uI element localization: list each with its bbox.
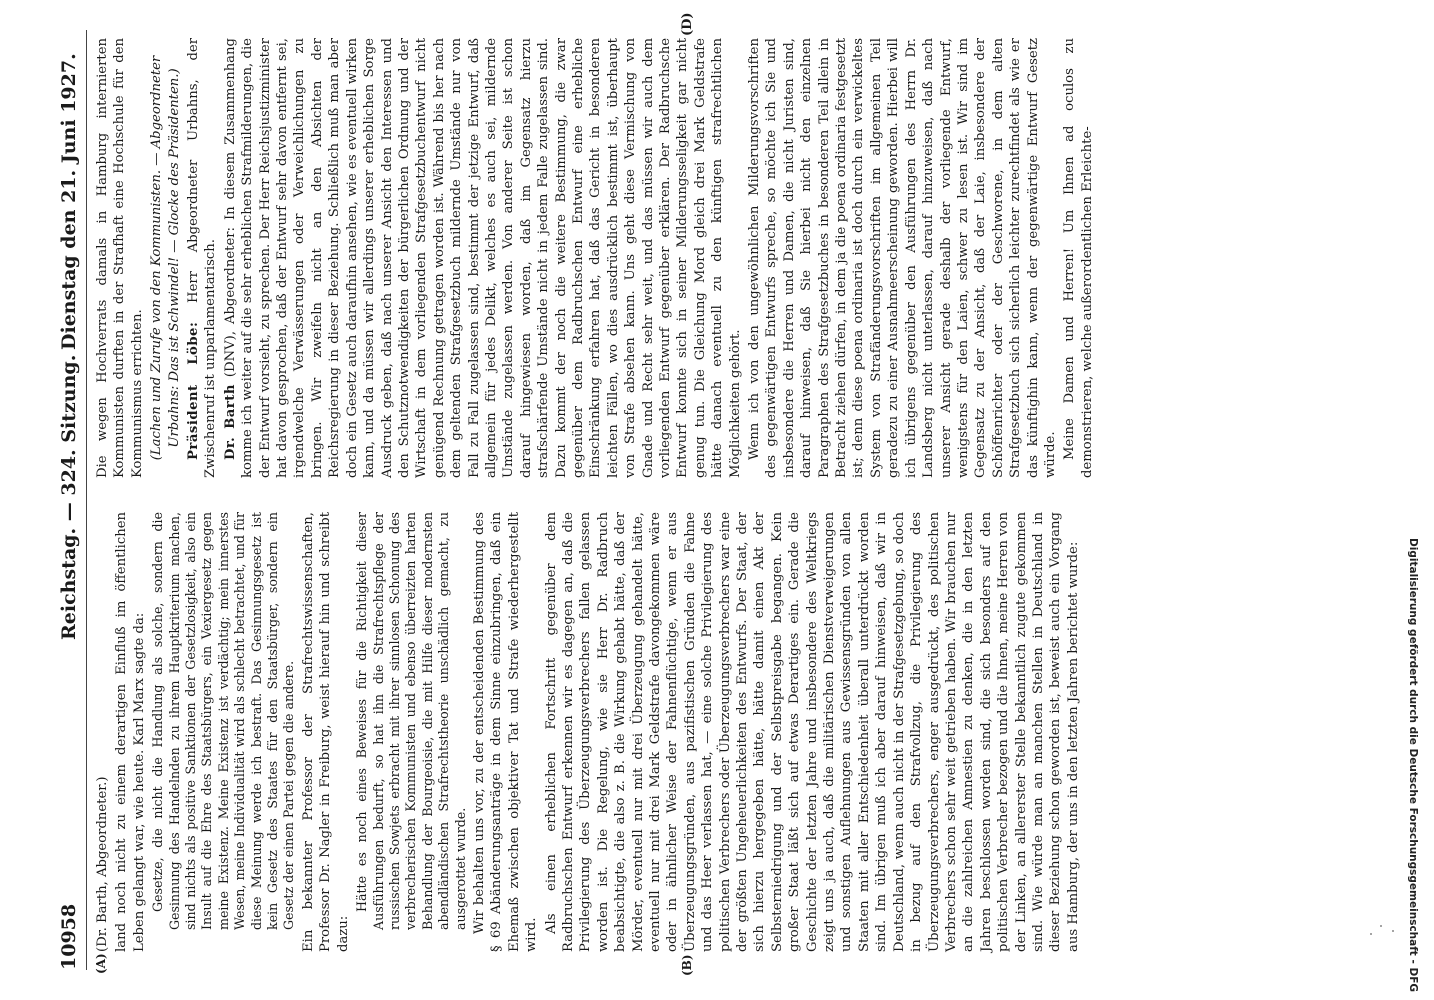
text-paragraph: Gesetze, die nicht die Handlung als solche, sondern die Gesinnung des Handelnden zu ihrem Hauptkriterium machen, sind nichts als positive Sanktionen der Gesetzlosigkeit, also ein Insult auf die Ehre des Staatsbürgers, ein Vexiergesetz gegen meine Existenz. Meine Existenz ist verdächtig; mein innerstes Wesen, meine Individualität wird als schlecht betrachtet, und für diese Meinung werde ich bestraft. Das Gesinnungsgesetz ist kein Gesetz des Staates für den Staatsbürger, sondern ein Gesetz der einen Partei gegen die andere.: [150, 512, 297, 930]
rotated-page: [50, 12, 1390, 980]
speaker-name: Dr. Barth: [222, 384, 238, 460]
speech-text: (DNV), Abgeordneter: In diesem Zusammenhang komme ich weiter auf die sehr erheblichen Strafmilderungen, die der Entwurf vorsieht, zu sprechen. Der Herr Reichsjustizminister hat davon gesprochen, daß der Entwurf sehr davon entfernt sei, irgendwelche Verwässerungen oder Verweichlichungen zu bringen. Wir zweifeln nicht an den Absichten der Reichsregierung in dieser Beziehung. Schließlich muß man aber doch ein Gesetz auch daraufhin ansehen, wie es eventuell wirken kann, und da müssen wir allerdings unserer erheblichen Sorge Ausdruck geben, daß nach unserer Ansicht den Interessen und den Schutznotwendigkeiten der bürgerlichen Ordnung und der Wirtschaft in dem vorliegenden Strafgesetzbuchentwurf nicht genügend Rechnung getragen worden ist. Während bis her nach dem geltenden Strafgesetzbuch mildernde Umstände nur von Fall zu Fall zugelassen sind, bestimmt der jetzige Entwurf, daß allgemein für jedes Delikt, welches es auch sei, mildernde Umstände zugelassen werden. Von anderer Seite ist schon darauf hingewiesen worden, daß im Gegensatz hierzu strafschärfende Umstände nicht in jedem Falle zugelassen sind. Dazu kommt der noch die weitere Bestimmung, die zwar gegenüber dem Radbruchschen Entwurf eine erhebliche Einschränkung erfahren hat, daß das Gericht in besonderen leichten Fällen, wo dies ausdrücklich bestimmt ist, überhaupt von Strafe absehen kann. Uns geht diese Vermischung von Gnade und Recht sehr weit, und das müssen wir auch dem vorliegenden Entwurf gegenüber erklären. Der Radbruchsche Entwurf konnte sich in seiner Milderungsseligkeit gar nicht genug tun. Die Gleichung Mord gleich drei Mark Geldstrafe hätte danach eventuell zu den künftigen strafrechtlichen Möglichkeiten gehört.: [222, 38, 743, 478]
text-paragraph: Wir behalten uns vor, zu der entscheidenden Bestimmung des § 69 Abänderungsanträge in dem Sinne einzubringen, daß ein Ehemaß zwischen objektiver Tat und Strafe wiederhergestellt wird.: [471, 512, 540, 952]
text-paragraph: (Dr. Barth, Abgeordneter.): [95, 776, 110, 952]
page-header: [58, 30, 88, 970]
text-paragraph: (Lachen und Zurufe von den Kommunisten. — Abgeordneter Urbahns: Das ist Schwindel! — Glocke des Präsidenten.): [149, 55, 182, 461]
session-title: Reichstag. — 324. Sitzung.: [58, 354, 80, 640]
speaker-name: Präsident Löbe:: [186, 321, 202, 460]
text-paragraph: Die wegen Hochverrats damals in Hamburg internierten Kommunisten durften in der Strafhaft eine Hochschule für den Kommunismus errichten.: [95, 38, 145, 478]
text-paragraph: Hätte es noch eines Beweises für die Richtigkeit dieser Ausführungen bedurft, so hat ihn die Strafrechtspflege der russischen Sowjets erbracht mit ihrer sinnlosen Schonung des verbrecherischen Kommunisten und ebenso überreizten harten Behandlung der Bourgeoisie, die mit Hilfe dieser modernsten abendländischen Strafrechtstheorie unschädlich gemacht, zu ausgerottet wurde.: [354, 512, 468, 930]
text-paragraph: Ein bekannter Professor der Strafrechtswissenschaften, Professor Dr. Nagler in Freiburg, weist hierauf hin und schreibt dazu:: [300, 512, 351, 952]
margin-marker-a: (A): [94, 953, 108, 974]
scan-speck: [1370, 933, 1372, 935]
scan-speck: [1392, 930, 1394, 932]
speech-text: Herr Abgeordneter Urbahns, der Zwischenruf ist unparlamentarisch.: [186, 38, 219, 478]
header-rule: [86, 30, 87, 970]
text-paragraph: Meine Damen und Herren! Um Ihnen ad oculos zu demonstrieren, welche außerordentlichen Erleichte-: [1062, 38, 1095, 478]
text-paragraph: land noch nicht zu einem derartigen Einfluß im öffentlichen Leben gelangt war, wie heute. Karl Marx sagte da:: [114, 512, 147, 952]
speech-paragraph: [222, 38, 744, 478]
left-column: [94, 512, 1084, 952]
speech-paragraph: [185, 38, 220, 478]
page-number: 10958: [58, 903, 80, 970]
margin-marker-d: (D): [680, 12, 695, 36]
text-paragraph: Wenn ich von den ungewöhnlichen Milderungsvorschriften des gegenwärtigen Entwurfs spreche, so möchte ich Sie und insbesondere die Herren und Damen, die nicht Juristen sind, darauf hinweisen, daß Sie hierbei nicht den einzelnen Paragraphen des Strafgesetzbuches in besonderen Teil allein in Betracht ziehen dürfen, in dem ja die poena ordinaria festgesetzt ist; denn diese poena ordinaria ist doch durch ein verwickeltes System von Strafänderungsvorschriften im allgemeinen Teil geradezu zu einer Ausnahmeerscheinung geworden. Hierbei will ich übrigens gegenüber den Ausführungen des Herrn Dr. Landsberg nicht unterlassen, darauf hinzuweisen, daß nach unserer Ansicht gerade deshalb der vorliegende Entwurf, wenigstens für den Laien, schwer zu lesen ist. Wir sind im Gegensatz zu der Ansicht, daß der Laie, insbesondere der Schöffenrichter oder der Geschworene, in dem alten Strafgesetzbuch sich sicherlich leichter zurechtfindet als wie er das künftighin kann, wenn der gegenwärtige Entwurf Gesetz würde.: [747, 38, 1058, 478]
text-paragraph: Als einen erheblichen Fortschritt gegenüber dem Radbruchschen Entwurf erkennen wir es dagegen an, daß die Privilegierung des Überzeugungsverbrechers fallen gelassen worden ist. Die Regelung, wie sie Herr Dr. Radbruch beabsichtigte, die also z. B. die Wirkung gehabt hätte, daß der Mörder, eventuell nur mit drei Überzeugung gehandelt hätte, eventuell nur mit drei Mark Geldstrafe davongekommen wäre oder in ähnlicher Weise der Fahnenflüchtige, wenn er aus Überzeugungsgründen, aus pazifistischen Gründen die Fahne und das Heer verlassen hat, — eine solche Privilegierung des politischen Verbrechers oder Überzeugungsverbrechers war eine der größten Ungeheuerlichkeiten des Entwurfs. Der Staat, der sich hierzu hergegeben hätte, hätte damit einen Akt der Selbsterniedrigung und der Selbstpreisgabe begangen. Kein großer Staat läßt sich auf etwas Derartiges ein. Gerade die Geschichte der letzten Jahre und insbesondere des Weltkriegs zeigt uns ja auch, daß die militärischen Dienstverweigerungen und sonstigen Auflehnungen aus Gewissensgründen von allen Staaten mit aller Entschiedenheit überall unterdrückt worden sind. Im übrigen muß ich aber darauf hinweisen, daß wir in Deutschland, wenn auch nicht in der Strafgesetzgebung, so doch in bezug auf den Strafvollzug, die Privilegierung des Überzeugungsverbrechers, enger ausgedrückt, des politischen Verbrechers schon sehr weit getrieben haben. Wir brauchen nur an die zahlreichen Amnestien zu denken, die in den letzten Jahren beschlossen worden sind, die sich besonders auf den politischen Verbrecher bezogen und die Ihnen, meine Herren von der Linken, an allererster Stelle bekanntlich zugute gekommen sind. Wie würde man an manchen Stellen in Deutschland in dieser Beziehung schon geworden ist, beweist auch ein Vorgang aus Hamburg, der uns in den letzten Jahren berichtet wurde:: [543, 512, 1081, 952]
dfg-side-note: [1402, 8, 1426, 992]
margin-marker-b: (B): [680, 954, 694, 976]
session-date: Dienstag den 21. Juni 1927.: [58, 53, 80, 350]
right-column: [94, 38, 1098, 478]
scan-speck: [1380, 925, 1382, 927]
dfg-note-text: Digitalisierung gefördert durch die Deutsche Forschungsgemeinschaft - DFG: [1407, 538, 1419, 992]
